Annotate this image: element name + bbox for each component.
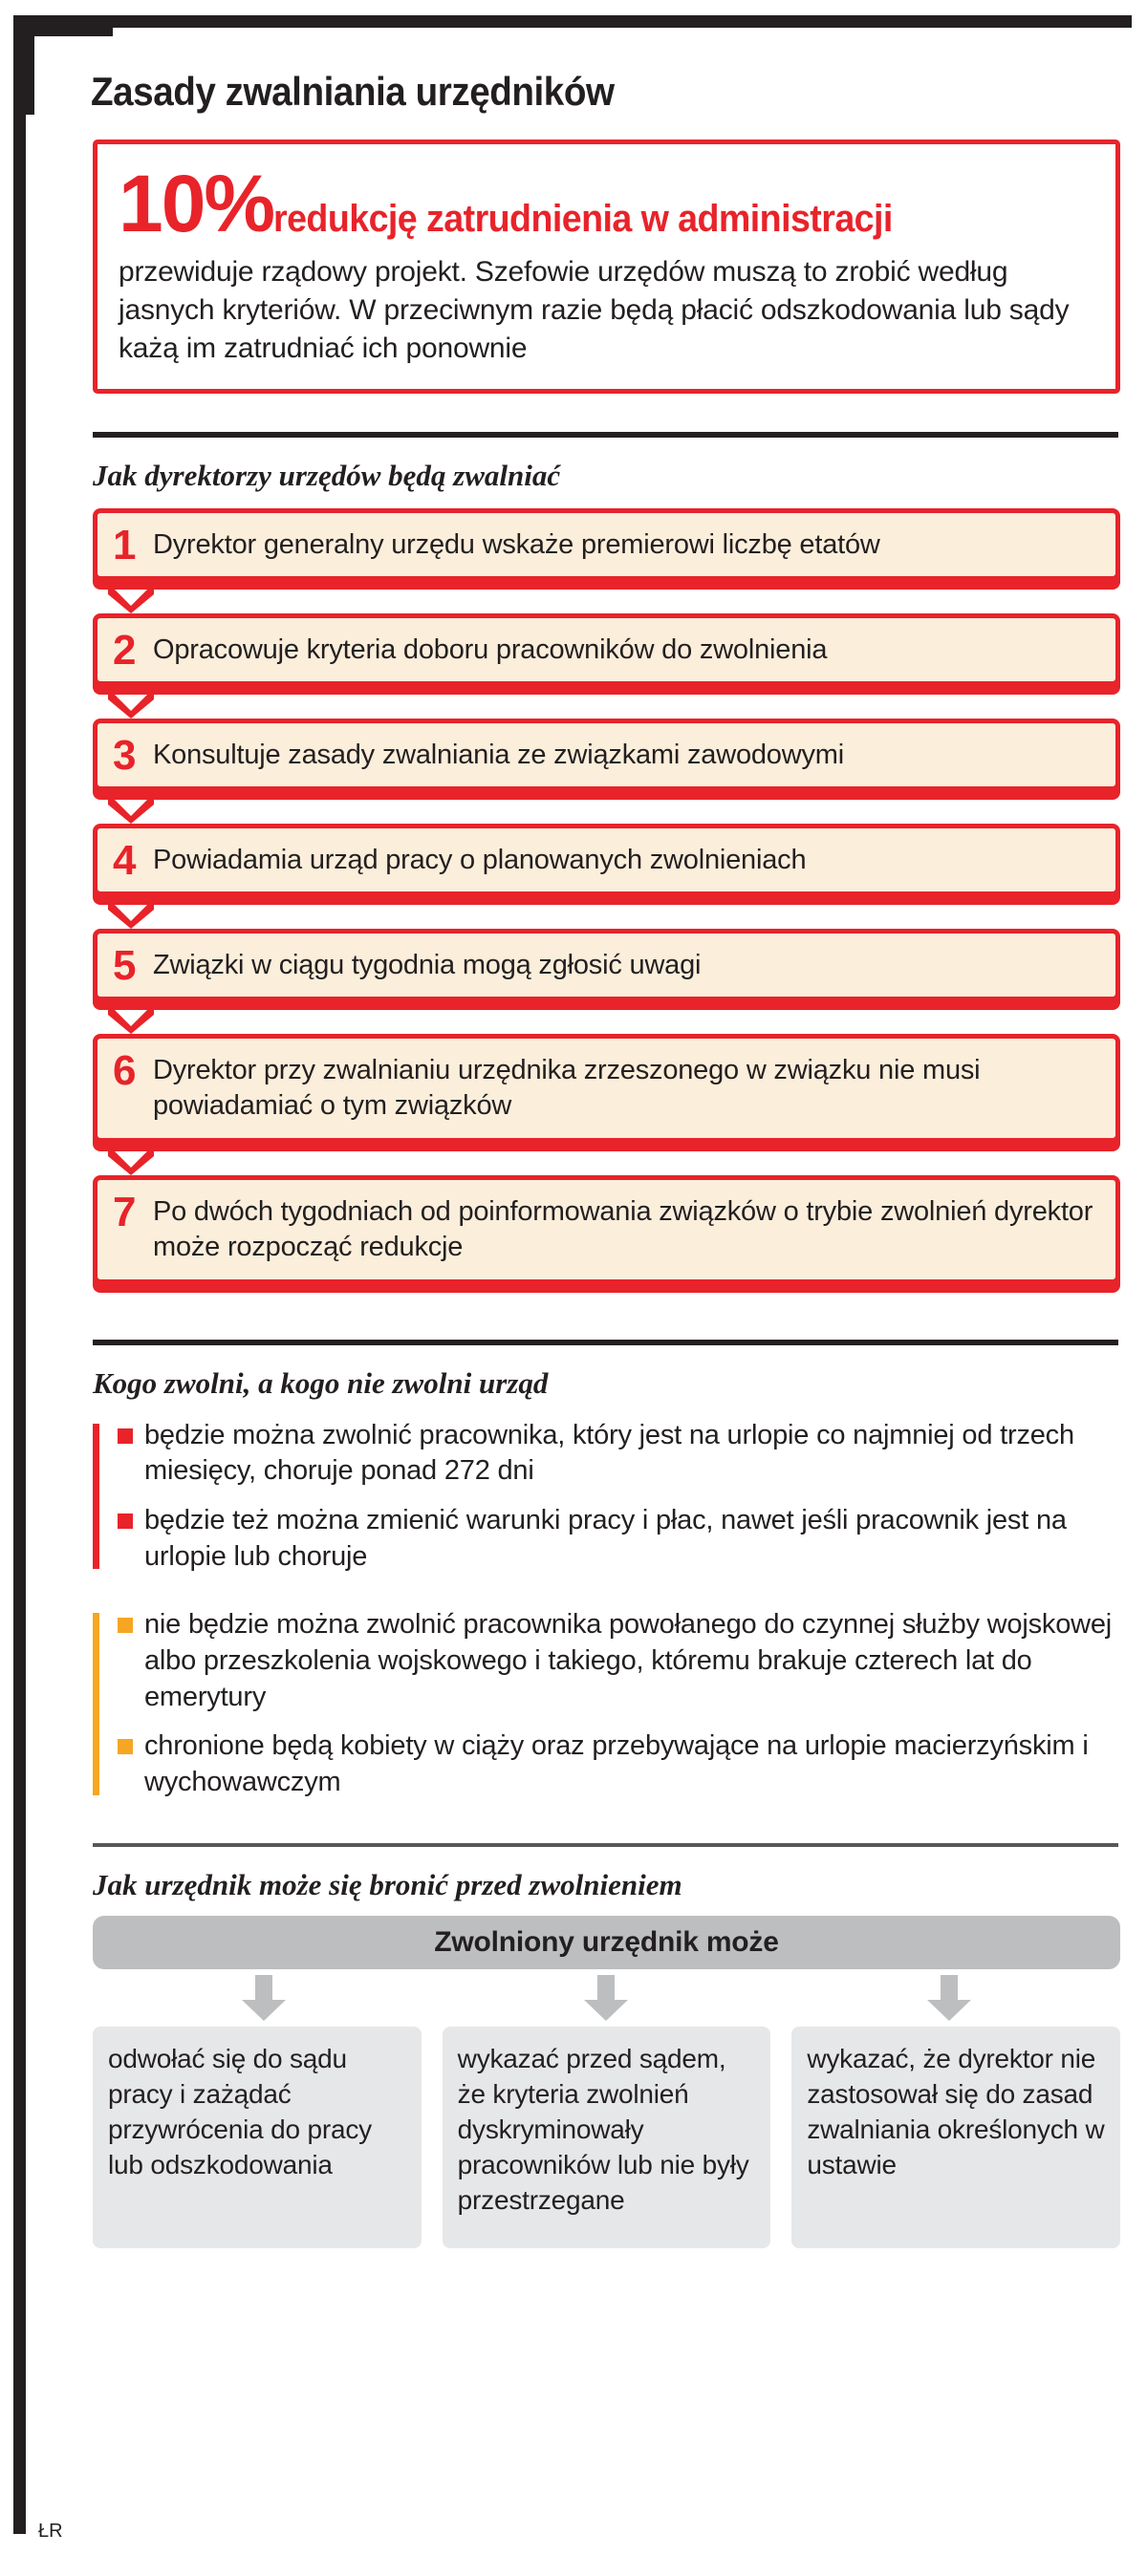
- step-number-7: 7: [113, 1188, 137, 1235]
- divider-rule-1: [93, 432, 1118, 438]
- defence-diagram: [93, 1916, 1120, 2248]
- square-bullet-icon: [118, 1739, 133, 1754]
- step-text-3: Konsultuje zasady zwalniania ze związkami zawodowymi: [153, 739, 844, 770]
- step-number-1: 1: [113, 521, 137, 569]
- step-box-2: [93, 613, 1120, 686]
- square-bullet-icon: [118, 1428, 133, 1444]
- list-item: [118, 1607, 1120, 1715]
- arrow-down-icon: [242, 1975, 286, 2021]
- step-number-6: 6: [113, 1046, 137, 1094]
- step-item: [93, 613, 1120, 686]
- divider-rule-2: [93, 1340, 1118, 1345]
- list-item: [118, 1728, 1120, 1800]
- step-item: [93, 824, 1120, 896]
- step-item: [93, 1034, 1120, 1143]
- defence-option-3: wykazać, że dyrektor nie zastosował się do zasad zwalniania określonych w ustawie: [791, 2027, 1120, 2248]
- defence-options: [93, 2027, 1120, 2248]
- who-section-heading: Kogo zwolni, a kogo nie zwolni urząd: [93, 1365, 549, 1400]
- chevron-down-icon: [106, 581, 156, 613]
- step-box-5: [93, 929, 1120, 1001]
- defence-arrow-row: [93, 1975, 1120, 2021]
- arrow-cell: [435, 1975, 777, 2021]
- square-bullet-icon: [118, 1618, 133, 1633]
- steps-section-heading: Jak dyrektorzy urzędów będą zwalniać: [93, 458, 561, 492]
- chevron-down-icon: [106, 686, 156, 719]
- defence-option-2: wykazać przed sądem, że kryteria zwolnień dyskryminowały pracowników lub nie były przestrzegane: [443, 2027, 771, 2248]
- page-title: Zasady zwalniania urzędników: [91, 69, 615, 114]
- step-box-7: [93, 1175, 1120, 1284]
- frame-left-rule: [13, 15, 26, 2534]
- step-item: [93, 719, 1120, 791]
- cannot-dismiss-group: [93, 1607, 1120, 1800]
- step-box-4: [93, 824, 1120, 896]
- step-text-7: Po dwóch tygodniach od poinformowania związków o trybie zwolnień dyrektor może rozpocząć redukcje: [153, 1195, 1093, 1263]
- steps-list: [93, 508, 1120, 1284]
- lead-percent-value: 10%: [119, 159, 274, 248]
- can-dismiss-text-2: będzie też można zmienić warunki pracy i płac, nawet jeśli pracownik jest na urlopie lub choruje: [144, 1505, 1067, 1572]
- chevron-down-icon: [106, 1143, 156, 1175]
- step-number-5: 5: [113, 941, 137, 989]
- lead-body-text: przewiduje rządowy projekt. Szefowie urzędów muszą to zrobić według jasnych kryteriów. W przeciwnym razie będą płacić odszkodowania lub sądy każą im zatrudniać ich ponownie: [119, 256, 1070, 364]
- cannot-dismiss-text-2: chronione będą kobiety w ciąży oraz przebywające na urlopie macierzyńskim i wychowawczym: [144, 1730, 1089, 1798]
- step-item: [93, 1175, 1120, 1284]
- who-bullet-lists: [93, 1418, 1120, 1801]
- list-item: [118, 1503, 1120, 1575]
- step-text-4: Powiadamia urząd pracy o planowanych zwolnieniach: [153, 844, 807, 875]
- divider-rule-3: [93, 1843, 1118, 1847]
- defence-bar-label: Zwolniony urzędnik może: [93, 1916, 1120, 1969]
- step-number-4: 4: [113, 836, 137, 884]
- chevron-down-icon: [106, 1001, 156, 1034]
- step-item: [93, 929, 1120, 1001]
- author-signature: ŁR: [38, 2521, 63, 2542]
- list-item: [118, 1418, 1120, 1490]
- step-number-3: 3: [113, 731, 137, 779]
- chevron-down-icon: [106, 896, 156, 929]
- step-box-3: [93, 719, 1120, 791]
- step-text-1: Dyrektor generalny urzędu wskaże premierowi liczbę etatów: [153, 528, 880, 560]
- square-bullet-icon: [118, 1513, 133, 1529]
- defence-option-1: odwołać się do sądu pracy i zażądać przywrócenia do pracy lub odszkodowania: [93, 2027, 422, 2248]
- can-dismiss-group: [93, 1418, 1120, 1576]
- cannot-dismiss-text-1: nie będzie można zwolnić pracownika powołanego do czynnej służby wojskowej albo przeszkolenia wojskowego i takiego, któremu brakuje czterech lat do emerytury: [144, 1609, 1113, 1712]
- arrow-down-icon: [584, 1975, 628, 2021]
- lead-callout-box: [93, 140, 1120, 394]
- arrow-down-icon: [927, 1975, 971, 2021]
- step-item: [93, 508, 1120, 581]
- step-text-6: Dyrektor przy zwalnianiu urzędnika zrzeszonego w związku nie musi powiadamiać o tym związków: [153, 1054, 981, 1122]
- step-text-2: Opracowuje kryteria doboru pracowników do zwolnienia: [153, 633, 828, 665]
- chevron-down-icon: [106, 791, 156, 824]
- step-box-6: [93, 1034, 1120, 1143]
- content-column: [53, 0, 1113, 2248]
- arrow-cell: [778, 1975, 1120, 2021]
- step-number-2: 2: [113, 626, 137, 674]
- arrow-cell: [93, 1975, 435, 2021]
- step-text-5: Związki w ciągu tygodnia mogą zgłosić uwagi: [153, 949, 702, 980]
- defence-section-heading: Jak urzędnik może się bronić przed zwolnieniem: [93, 1867, 682, 1901]
- step-box-1: [93, 508, 1120, 581]
- lead-emphasis-text: redukcję zatrudnienia w administracji: [273, 198, 893, 240]
- lead-headline: [119, 159, 1094, 248]
- can-dismiss-text-1: będzie można zwolnić pracownika, który jest na urlopie co najmniej od trzech miesięcy, choruje ponad 272 dni: [144, 1419, 1074, 1487]
